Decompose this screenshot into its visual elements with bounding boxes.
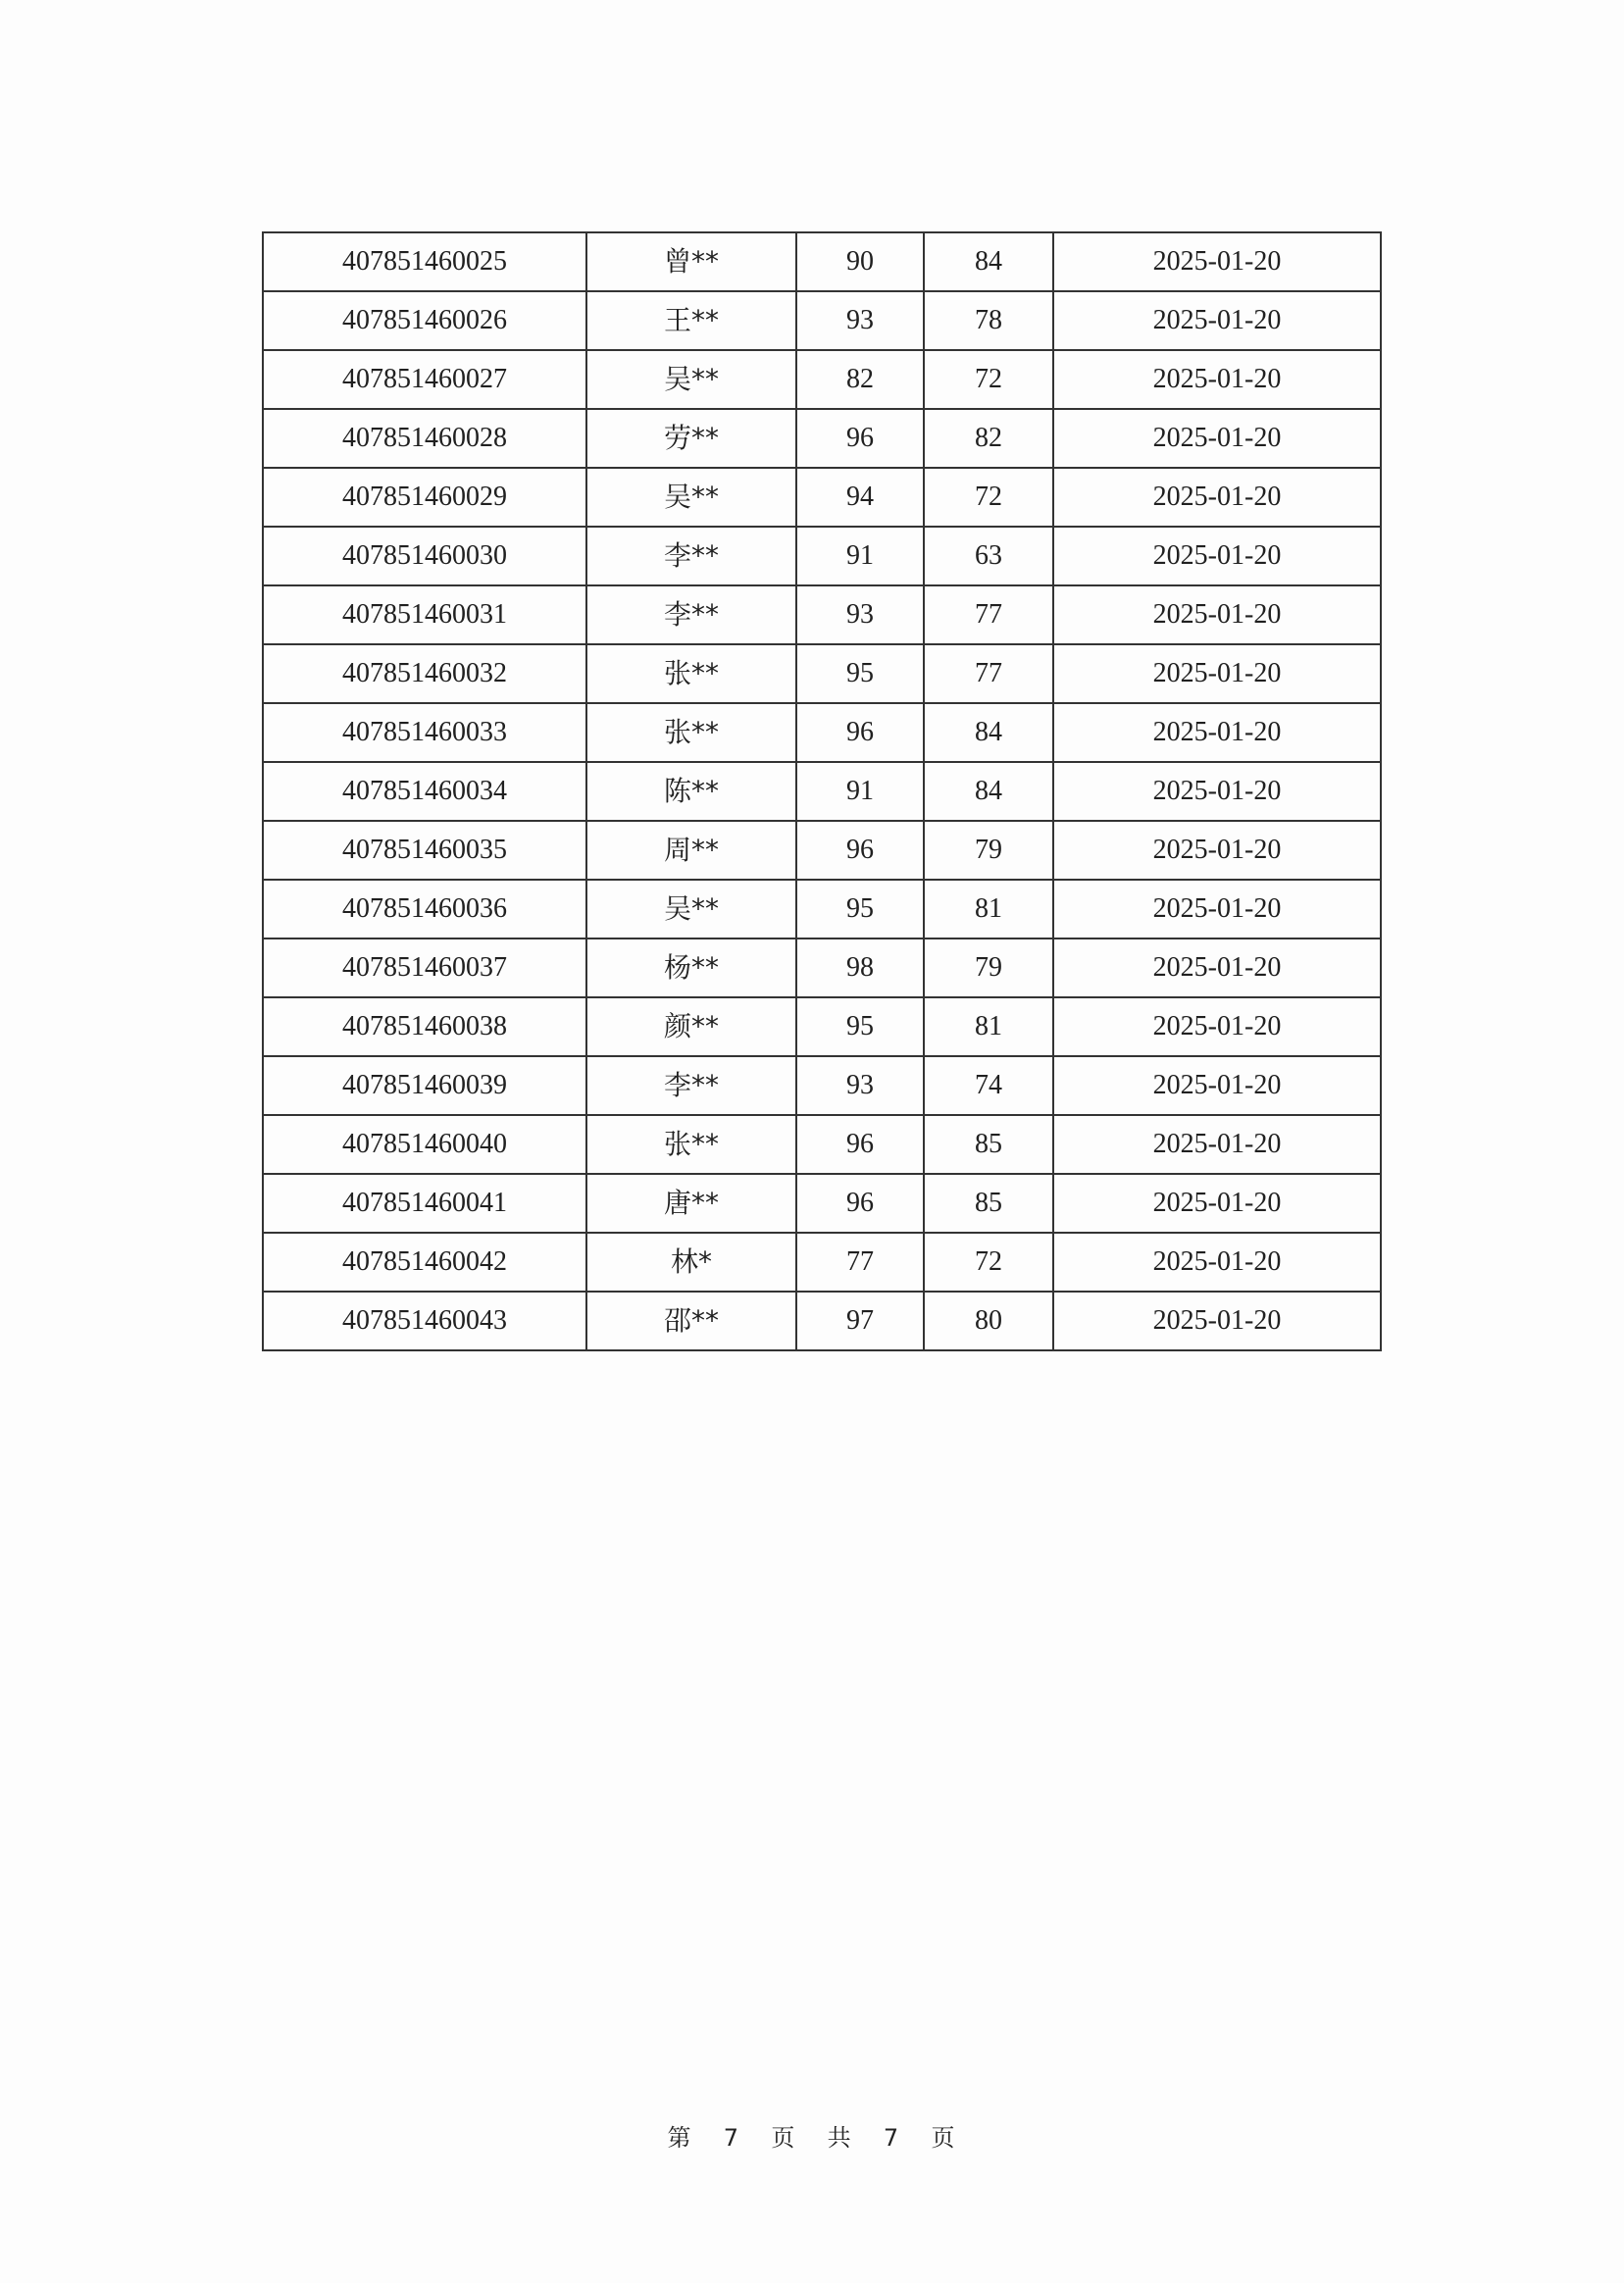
cell-date: 2025-01-20: [1053, 409, 1381, 468]
cell-score-1: 96: [796, 1174, 924, 1233]
cell-date: 2025-01-20: [1053, 527, 1381, 585]
cell-candidate-id: 407851460026: [263, 291, 586, 350]
cell-score-1: 93: [796, 585, 924, 644]
score-table: [262, 231, 1382, 1351]
cell-name: 邵**: [586, 1292, 796, 1350]
cell-candidate-id: 407851460042: [263, 1233, 586, 1292]
table-body: [263, 232, 1381, 1350]
table-row: [263, 527, 1381, 585]
cell-name: 林*: [586, 1233, 796, 1292]
cell-date: 2025-01-20: [1053, 880, 1381, 939]
table-row: [263, 585, 1381, 644]
cell-date: 2025-01-20: [1053, 762, 1381, 821]
table-row: [263, 1233, 1381, 1292]
cell-score-1: 91: [796, 762, 924, 821]
cell-date: 2025-01-20: [1053, 939, 1381, 997]
cell-date: 2025-01-20: [1053, 1233, 1381, 1292]
cell-candidate-id: 407851460034: [263, 762, 586, 821]
cell-score-1: 95: [796, 644, 924, 703]
cell-score-2: 80: [924, 1292, 1053, 1350]
cell-score-2: 72: [924, 468, 1053, 527]
cell-score-2: 79: [924, 821, 1053, 880]
cell-score-2: 81: [924, 997, 1053, 1056]
cell-name: 李**: [586, 585, 796, 644]
cell-name: 张**: [586, 703, 796, 762]
cell-candidate-id: 407851460032: [263, 644, 586, 703]
cell-name: 李**: [586, 1056, 796, 1115]
table-row: [263, 821, 1381, 880]
cell-name: 吴**: [586, 880, 796, 939]
cell-name: 劳**: [586, 409, 796, 468]
table-row: [263, 1056, 1381, 1115]
table-row: [263, 232, 1381, 291]
cell-date: 2025-01-20: [1053, 232, 1381, 291]
cell-score-2: 77: [924, 644, 1053, 703]
footer-current-page: 7: [723, 2124, 741, 2152]
cell-score-2: 74: [924, 1056, 1053, 1115]
table-row: [263, 939, 1381, 997]
footer-page-word: 页: [771, 2124, 797, 2152]
cell-score-1: 97: [796, 1292, 924, 1350]
cell-candidate-id: 407851460029: [263, 468, 586, 527]
cell-score-2: 72: [924, 1233, 1053, 1292]
cell-score-1: 93: [796, 291, 924, 350]
cell-candidate-id: 407851460028: [263, 409, 586, 468]
cell-candidate-id: 407851460025: [263, 232, 586, 291]
cell-score-2: 63: [924, 527, 1053, 585]
cell-candidate-id: 407851460040: [263, 1115, 586, 1174]
cell-score-1: 82: [796, 350, 924, 409]
cell-score-2: 77: [924, 585, 1053, 644]
cell-date: 2025-01-20: [1053, 1056, 1381, 1115]
cell-date: 2025-01-20: [1053, 468, 1381, 527]
cell-score-1: 90: [796, 232, 924, 291]
cell-name: 吴**: [586, 468, 796, 527]
cell-score-1: 93: [796, 1056, 924, 1115]
cell-name: 陈**: [586, 762, 796, 821]
cell-name: 周**: [586, 821, 796, 880]
footer-page-prefix: 第: [667, 2124, 693, 2152]
cell-date: 2025-01-20: [1053, 703, 1381, 762]
cell-name: 唐**: [586, 1174, 796, 1233]
cell-score-2: 85: [924, 1115, 1053, 1174]
cell-score-2: 72: [924, 350, 1053, 409]
cell-name: 张**: [586, 1115, 796, 1174]
cell-candidate-id: 407851460030: [263, 527, 586, 585]
table-row: [263, 409, 1381, 468]
cell-score-1: 96: [796, 703, 924, 762]
footer-total-word: 页: [931, 2124, 957, 2152]
cell-score-1: 96: [796, 409, 924, 468]
cell-candidate-id: 407851460031: [263, 585, 586, 644]
cell-name: 颜**: [586, 997, 796, 1056]
cell-date: 2025-01-20: [1053, 585, 1381, 644]
cell-score-1: 94: [796, 468, 924, 527]
table-row: [263, 880, 1381, 939]
table-row: [263, 644, 1381, 703]
cell-candidate-id: 407851460041: [263, 1174, 586, 1233]
cell-date: 2025-01-20: [1053, 1115, 1381, 1174]
cell-date: 2025-01-20: [1053, 644, 1381, 703]
cell-candidate-id: 407851460035: [263, 821, 586, 880]
table-row: [263, 1292, 1381, 1350]
cell-name: 李**: [586, 527, 796, 585]
cell-score-2: 84: [924, 232, 1053, 291]
cell-date: 2025-01-20: [1053, 291, 1381, 350]
footer-total-prefix: 共: [827, 2124, 853, 2152]
table-row: [263, 1174, 1381, 1233]
cell-date: 2025-01-20: [1053, 821, 1381, 880]
cell-score-1: 77: [796, 1233, 924, 1292]
table-row: [263, 1115, 1381, 1174]
cell-score-2: 84: [924, 762, 1053, 821]
cell-date: 2025-01-20: [1053, 1174, 1381, 1233]
cell-score-2: 79: [924, 939, 1053, 997]
footer-total-pages: 7: [883, 2124, 901, 2152]
table-row: [263, 997, 1381, 1056]
cell-candidate-id: 407851460027: [263, 350, 586, 409]
cell-candidate-id: 407851460038: [263, 997, 586, 1056]
cell-candidate-id: 407851460039: [263, 1056, 586, 1115]
cell-date: 2025-01-20: [1053, 350, 1381, 409]
page-footer: [0, 2118, 1624, 2153]
cell-score-1: 95: [796, 880, 924, 939]
cell-score-2: 78: [924, 291, 1053, 350]
cell-score-1: 96: [796, 821, 924, 880]
cell-date: 2025-01-20: [1053, 1292, 1381, 1350]
cell-candidate-id: 407851460037: [263, 939, 586, 997]
cell-score-1: 91: [796, 527, 924, 585]
cell-score-2: 84: [924, 703, 1053, 762]
cell-score-2: 85: [924, 1174, 1053, 1233]
table-row: [263, 350, 1381, 409]
cell-score-2: 81: [924, 880, 1053, 939]
table-row: [263, 468, 1381, 527]
cell-name: 张**: [586, 644, 796, 703]
table-row: [263, 762, 1381, 821]
cell-name: 杨**: [586, 939, 796, 997]
cell-score-1: 96: [796, 1115, 924, 1174]
table-row: [263, 703, 1381, 762]
cell-date: 2025-01-20: [1053, 997, 1381, 1056]
cell-score-2: 82: [924, 409, 1053, 468]
table-row: [263, 291, 1381, 350]
cell-candidate-id: 407851460043: [263, 1292, 586, 1350]
cell-candidate-id: 407851460036: [263, 880, 586, 939]
cell-score-1: 98: [796, 939, 924, 997]
cell-name: 吴**: [586, 350, 796, 409]
cell-name: 王**: [586, 291, 796, 350]
cell-name: 曾**: [586, 232, 796, 291]
cell-score-1: 95: [796, 997, 924, 1056]
cell-candidate-id: 407851460033: [263, 703, 586, 762]
